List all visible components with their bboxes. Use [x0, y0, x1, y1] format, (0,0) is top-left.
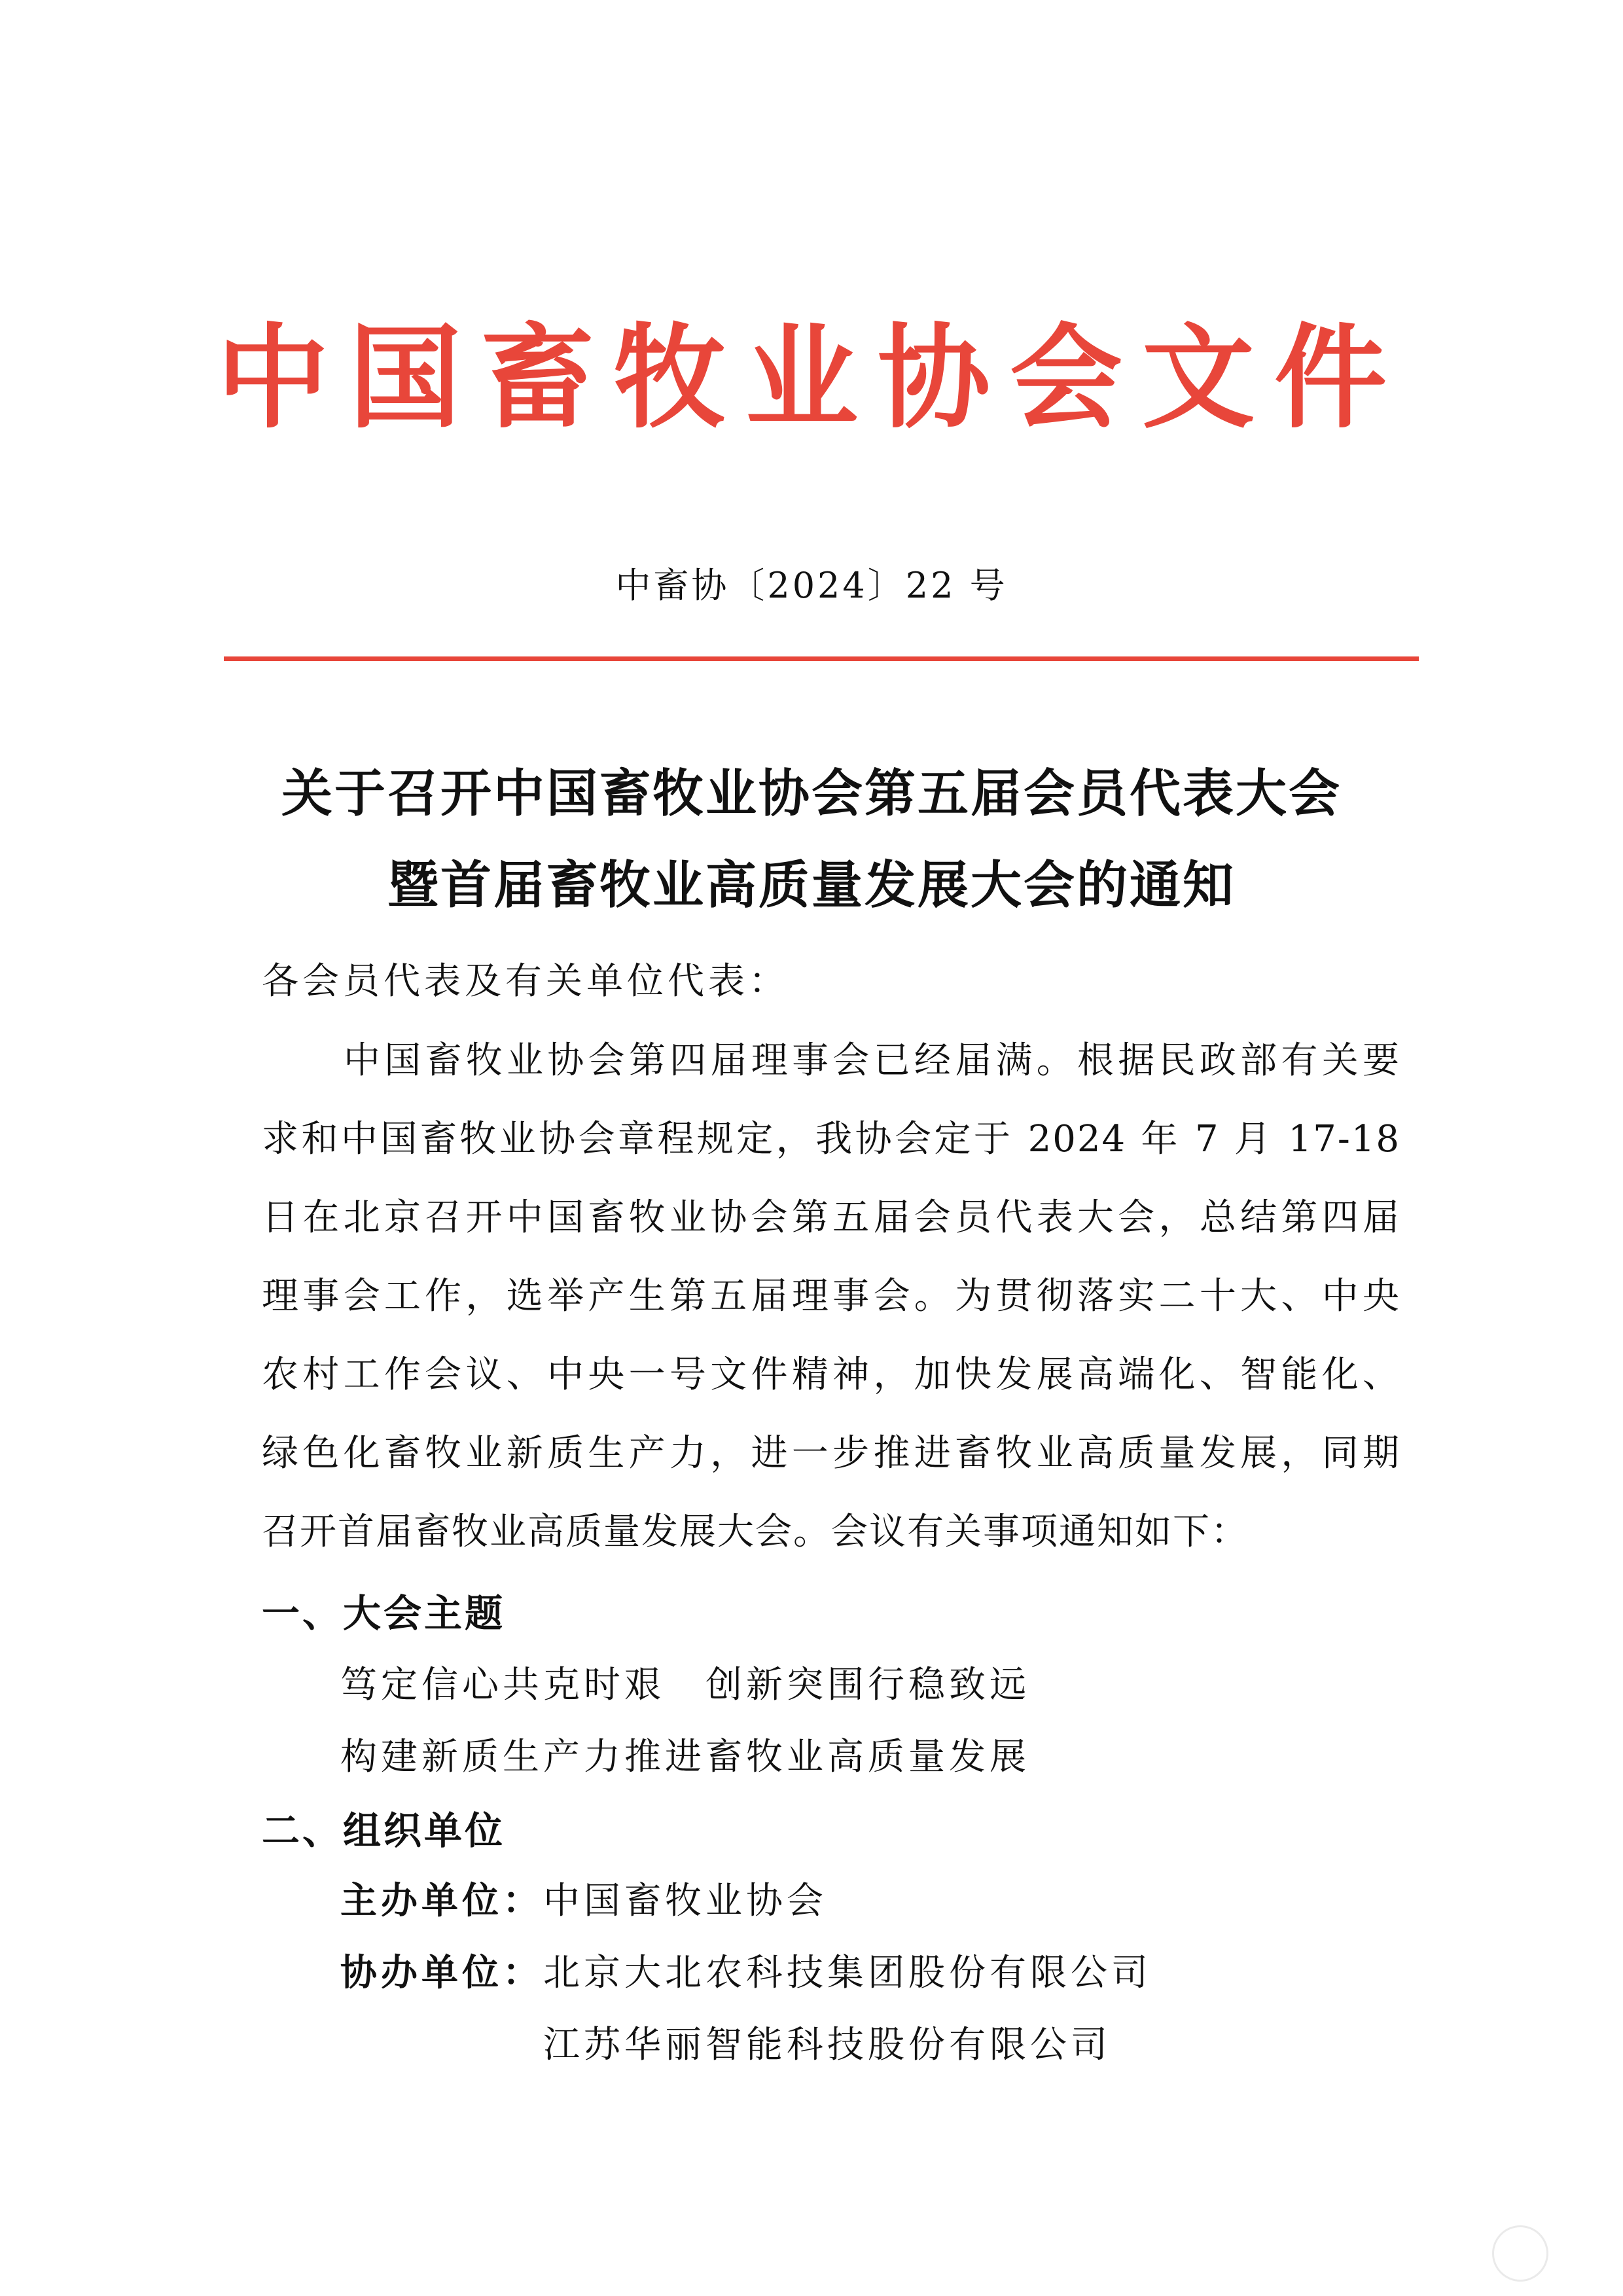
section-heading-organizers: 二、组织单位: [262, 1808, 506, 1853]
body-paragraph-line: 中国畜牧业协会第四届理事会已经届满。根据民政部有关要: [344, 1039, 1400, 1082]
watermark-seal: [1492, 2225, 1548, 2282]
body-paragraph-line: 理事会工作，选举产生第五届理事会。为贯彻落实二十大、中央: [262, 1275, 1400, 1318]
body-paragraph-line: 农村工作会议、中央一号文件精神，加快发展高端化、智能化、: [262, 1354, 1400, 1396]
cohost-row: [340, 1944, 1152, 1996]
red-divider-line: [224, 656, 1419, 661]
cohost-value-2: 江苏华丽智能科技股份有限公司: [543, 2024, 1111, 2066]
body-paragraph-line: 日在北京召开中国畜牧业协会第五届会员代表大会，总结第四届: [262, 1196, 1400, 1239]
host-value: 中国畜牧业协会: [543, 1880, 827, 1922]
cohost-label: 协办单位：: [340, 1952, 543, 1994]
body-paragraph-line: 绿色化畜牧业新质生产力，进一步推进畜牧业高质量发展，同期: [262, 1432, 1400, 1475]
notice-title-line-2: 暨首届畜牧业高质量发展大会的通知: [387, 856, 1236, 915]
host-label: 主办单位：: [340, 1880, 543, 1922]
body-paragraph-line: 召开首届畜牧业高质量发展大会。会议有关事项通知如下：: [262, 1511, 1249, 1553]
theme-line: 笃定信心共克时艰 创新突围行稳致远: [340, 1664, 1030, 1706]
notice-title-line-1: 关于召开中国畜牧业协会第五届会员代表大会: [281, 764, 1342, 823]
document-number: 中畜协〔2024〕22 号: [615, 565, 1008, 606]
salutation: 各会员代表及有关单位代表：: [262, 960, 789, 1003]
body-paragraph-line: 求和中国畜牧业协会章程规定，我协会定于 2024 年 7 月 17-18: [262, 1118, 1400, 1160]
cohost-value: 北京大北农科技集团股份有限公司: [543, 1952, 1152, 1994]
host-row: [340, 1872, 827, 1924]
section-heading-theme: 一、大会主题: [262, 1591, 506, 1636]
theme-line: 构建新质生产力推进畜牧业高质量发展: [340, 1736, 1030, 1778]
document-masthead: 中国畜牧业协会文件: [217, 311, 1406, 444]
